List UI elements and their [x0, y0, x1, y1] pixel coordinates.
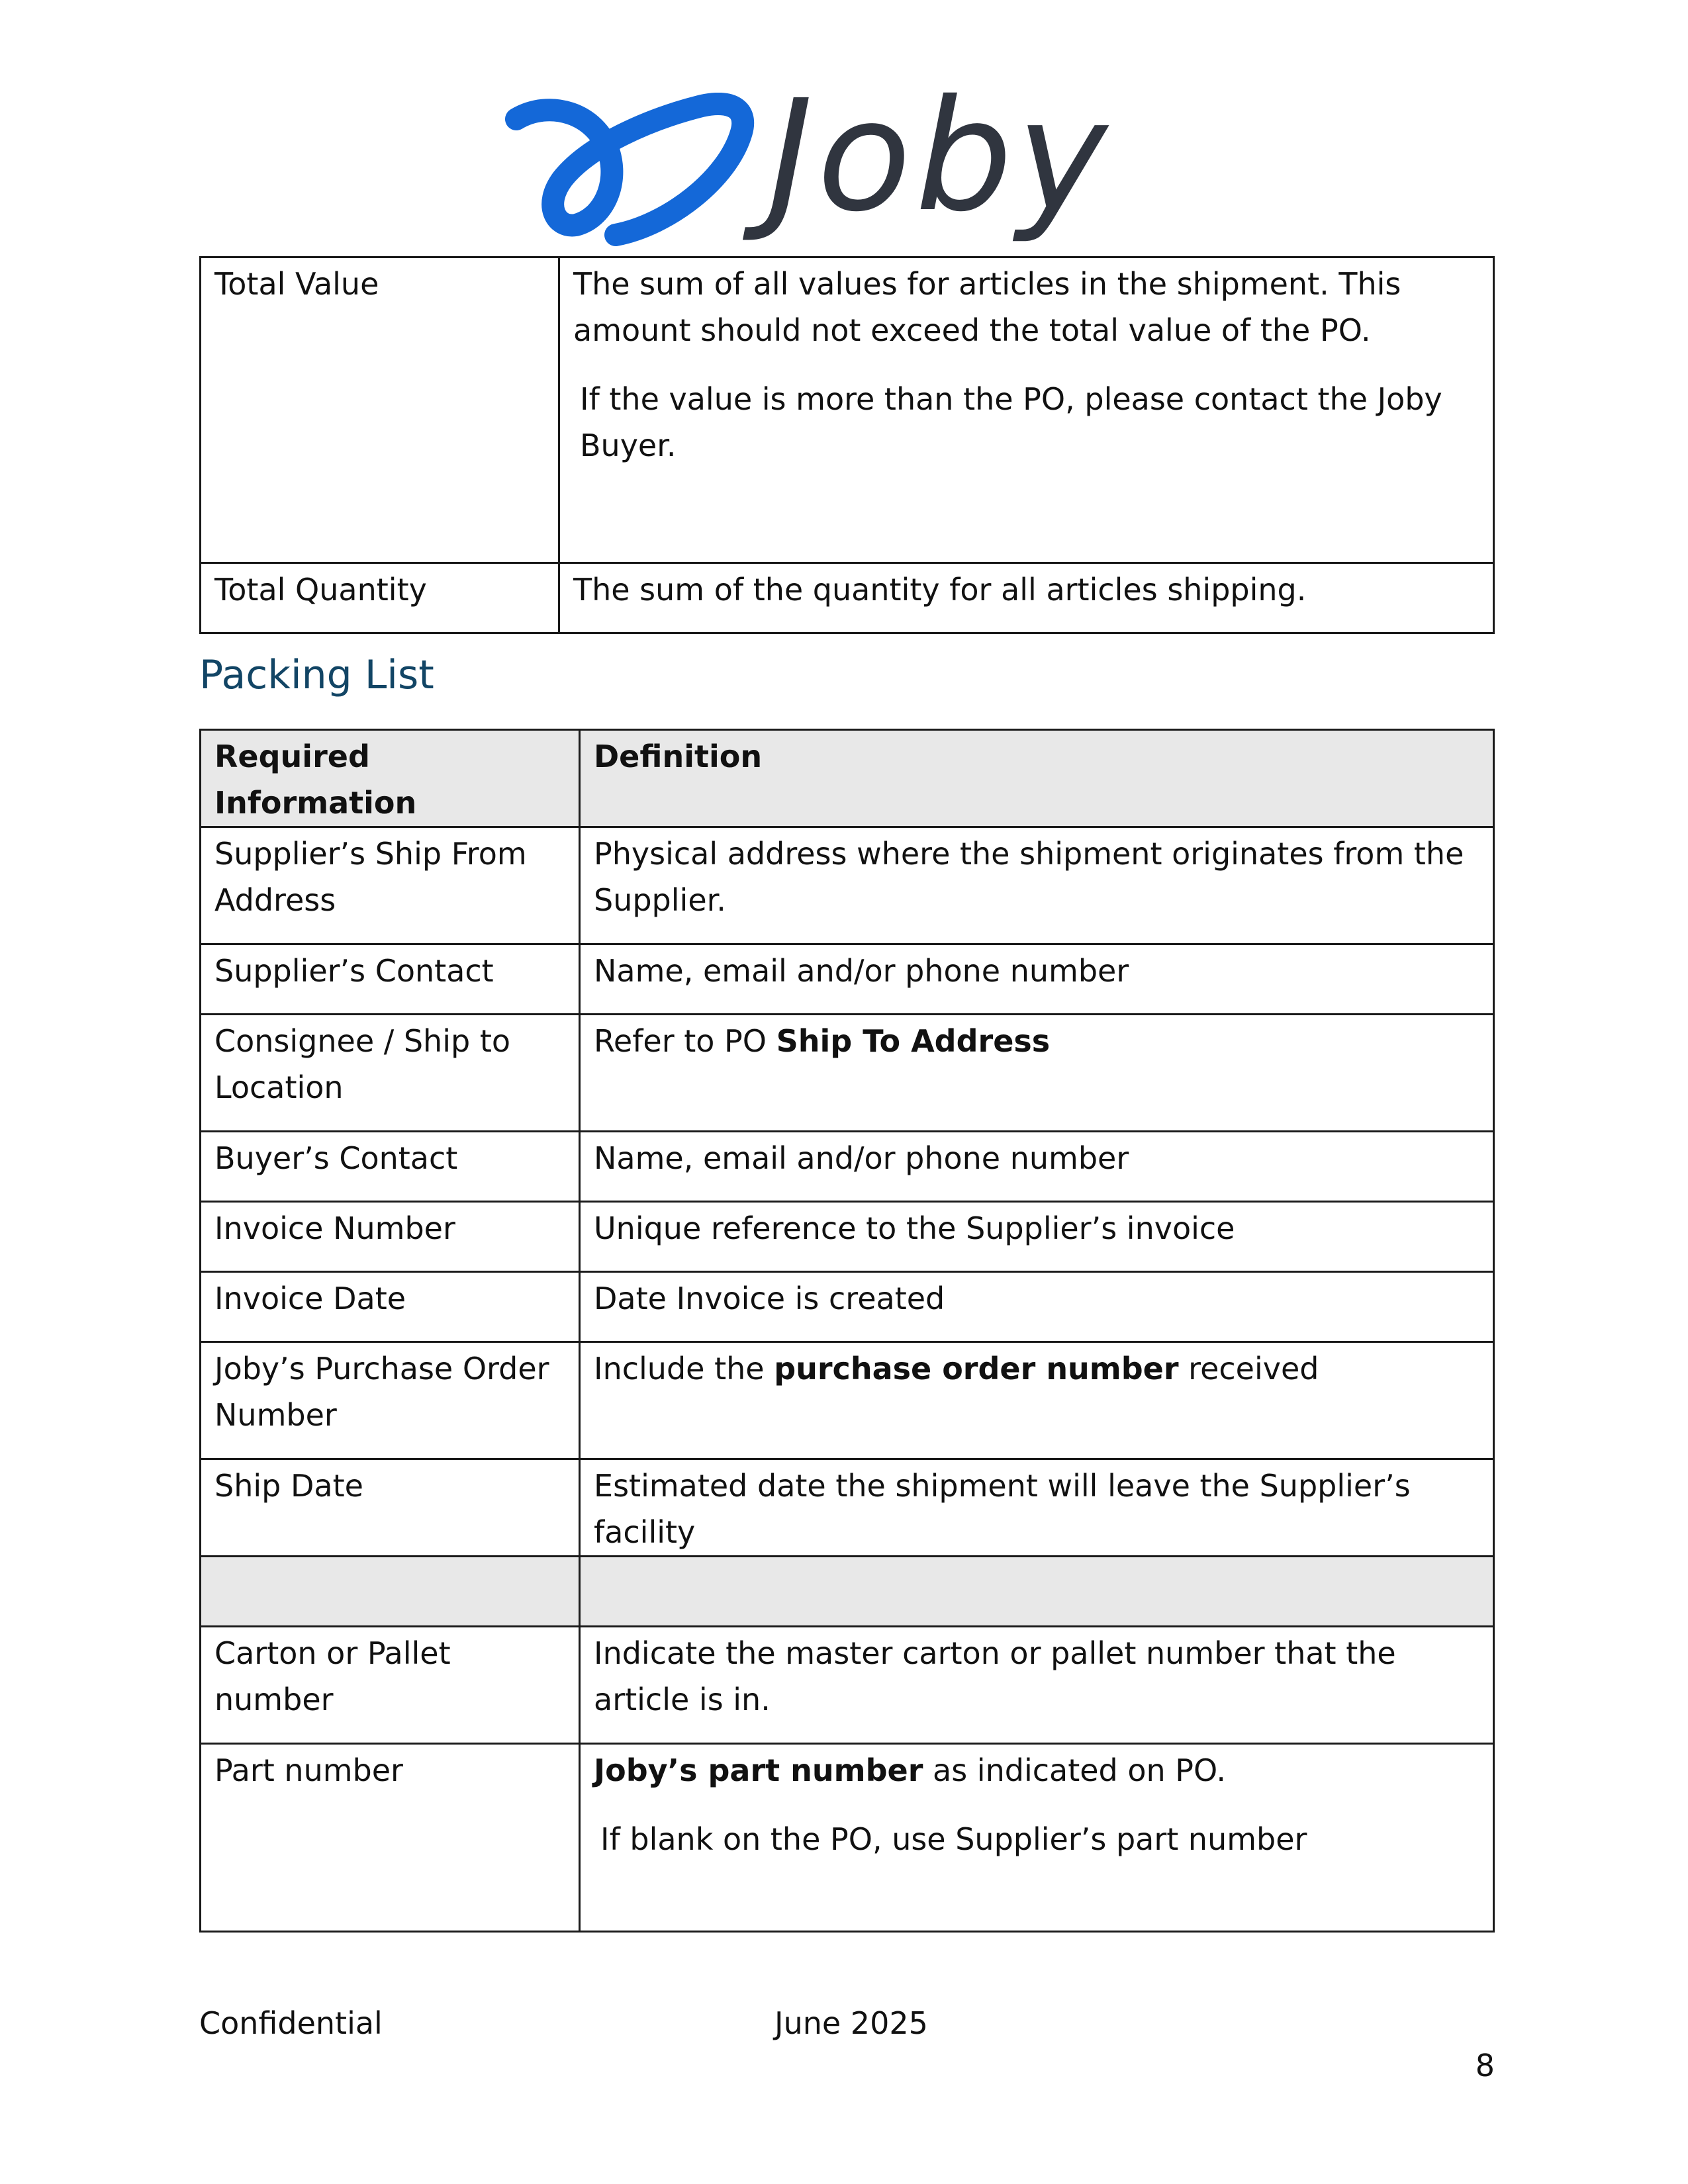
definition-cell: The sum of the quantity for all articles shipping.: [559, 563, 1494, 633]
definition-text-tail: as indicated on PO.: [923, 1752, 1226, 1788]
column-header: Definition: [580, 730, 1494, 827]
term-cell: Supplier’s Contact: [201, 944, 580, 1015]
table-row: [201, 944, 1494, 1015]
values-table: [199, 256, 1495, 634]
table-row: [201, 1459, 1494, 1557]
definition-text: [594, 1747, 1479, 1794]
definition-cell: [559, 257, 1494, 563]
joby-logo: [503, 67, 1178, 258]
definition-cell: Unique reference to the Supplier’s invoice: [580, 1202, 1494, 1272]
definition-text: The sum of all values for articles in the shipment. This amount should not exceed the total value of the PO.: [573, 266, 1401, 348]
definition-cell: Physical address where the shipment originates from the Supplier.: [580, 827, 1494, 944]
term-cell: Joby’s Purchase Order Number: [201, 1342, 580, 1459]
table-row: [201, 827, 1494, 944]
table-row: [201, 1342, 1494, 1459]
term-cell: Invoice Number: [201, 1202, 580, 1272]
logo-wordmark: Joby: [768, 67, 1111, 246]
term-cell: Part number: [201, 1744, 580, 1932]
section-heading: Packing List: [199, 652, 434, 698]
packing-list-table: [199, 729, 1495, 1933]
definition-text: Refer to PO: [594, 1023, 776, 1059]
term-cell: Total Quantity: [201, 563, 559, 633]
definition-text: received: [1178, 1351, 1319, 1387]
definition-cell: Indicate the master carton or pallet number that the article is in.: [580, 1627, 1494, 1744]
definition-emphasis: Joby’s part number: [594, 1752, 923, 1788]
definition-text: Include the: [594, 1351, 774, 1387]
definition-note: If the value is more than the PO, please contact the Joby Buyer.: [580, 381, 1442, 463]
definition-emphasis: purchase order number: [774, 1351, 1179, 1387]
footer-date: June 2025: [774, 2005, 928, 2041]
table-row: [201, 1744, 1494, 1932]
footer-confidential: Confidential: [199, 2005, 383, 2041]
definition-emphasis: Ship To Address: [776, 1023, 1051, 1059]
table-header-row: [201, 730, 1494, 827]
term-cell: Invoice Date: [201, 1272, 580, 1342]
table-row: [201, 1132, 1494, 1202]
definition-cell: Estimated date the shipment will leave the Supplier’s facility: [580, 1459, 1494, 1557]
table-row: [201, 1627, 1494, 1744]
term-cell: Carton or Pallet number: [201, 1627, 580, 1744]
definition-cell: Date Invoice is created: [580, 1272, 1494, 1342]
definition-cell: [580, 1557, 1494, 1627]
table-row: [201, 1272, 1494, 1342]
definition-cell: [580, 1015, 1494, 1132]
term-cell: Total Value: [201, 257, 559, 563]
term-cell: Consignee / Ship to Location: [201, 1015, 580, 1132]
term-cell: Ship Date: [201, 1459, 580, 1557]
table-row: [201, 257, 1494, 563]
table-row: [201, 563, 1494, 633]
definition-cell: [580, 1342, 1494, 1459]
definition-cell: Name, email and/or phone number: [580, 1132, 1494, 1202]
page-number: 8: [1475, 2048, 1495, 2083]
definition-note: If blank on the PO, use Supplier’s part number: [600, 1821, 1307, 1857]
column-header: Required Information: [201, 730, 580, 827]
table-row-blank: [201, 1557, 1494, 1627]
definition-cell: Name, email and/or phone number: [580, 944, 1494, 1015]
table-row: [201, 1202, 1494, 1272]
table-row: [201, 1015, 1494, 1132]
term-cell: [201, 1557, 580, 1627]
term-cell: Supplier’s Ship From Address: [201, 827, 580, 944]
term-cell: Buyer’s Contact: [201, 1132, 580, 1202]
definition-cell: [580, 1744, 1494, 1932]
